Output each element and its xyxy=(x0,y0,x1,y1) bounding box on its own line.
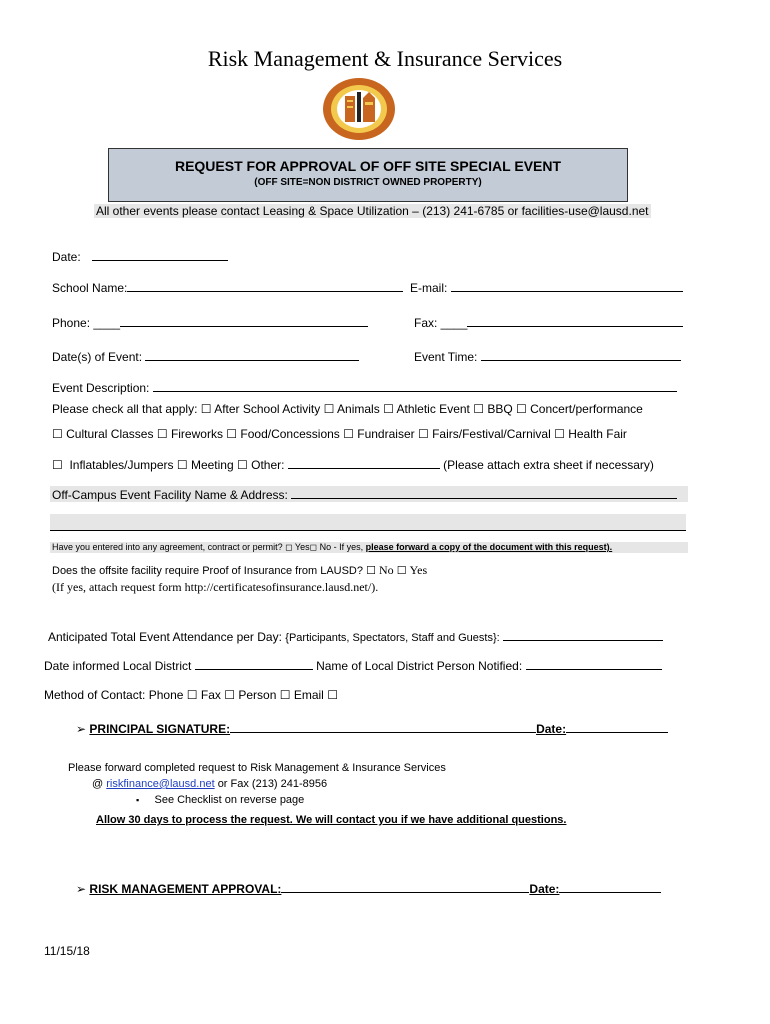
school-name-line xyxy=(127,279,403,292)
attendance-label: Anticipated Total Event Attendance per Day: xyxy=(48,630,282,644)
contact-method-label: Method of Contact: xyxy=(44,688,146,702)
processing-notice: Allow 30 days to process the request. We will contact you if we have additional questions. xyxy=(96,814,567,826)
insurance-text: Does the offsite facility require Proof of Insurance from LAUSD? xyxy=(52,565,363,577)
risk-management-label: RISK MANAGEMENT APPROVAL: xyxy=(89,882,282,896)
forward-instruction: Please forward completed request to Risk Management & Insurance Services xyxy=(68,762,446,774)
checkbox-contact-email[interactable]: ☐ xyxy=(327,688,338,702)
check-all-label: Please check all that apply: xyxy=(52,402,198,416)
option-meeting: Meeting xyxy=(190,458,234,472)
district-seal-logo xyxy=(321,76,397,142)
local-district-name-label: Name of Local District Person Notified: xyxy=(316,659,523,673)
form-subtitle: (OFF SITE=NON DISTRICT OWNED PROPERTY) xyxy=(254,177,482,188)
checklist-note xyxy=(136,794,304,806)
facility-label: Off-Campus Event Facility Name & Address: xyxy=(52,488,288,502)
checkbox-contact-person[interactable]: ☐ xyxy=(279,688,291,702)
local-district-date-line xyxy=(195,657,313,670)
agreement-text: Have you entered into any agreement, contract or permit? ◻ Yes◻ No - If yes, xyxy=(52,542,364,552)
school-name-field[interactable] xyxy=(52,279,403,295)
option-athletic: Athletic Event xyxy=(396,402,470,416)
checkbox-insurance-no[interactable]: ☐ xyxy=(366,565,376,577)
option-bbq: BBQ xyxy=(487,402,513,416)
date-field[interactable] xyxy=(52,248,228,264)
checkbox-insurance-yes[interactable]: ☐ xyxy=(396,565,407,577)
principal-signature-label: PRINCIPAL SIGNATURE: xyxy=(89,722,231,736)
email-field[interactable] xyxy=(410,279,683,295)
contact-phone-label: Phone xyxy=(148,688,184,702)
contact-method-row xyxy=(44,688,338,702)
page-title: Risk Management & Insurance Services xyxy=(207,46,563,71)
checklist-text: See Checklist on reverse page xyxy=(154,794,305,806)
attendance-field[interactable] xyxy=(48,628,663,644)
event-type-row-2 xyxy=(52,427,627,441)
insurance-question xyxy=(52,563,427,578)
checkbox-cultural[interactable]: ☐ xyxy=(52,427,63,441)
insurance-note: (If yes, attach request form http://certificatesofinsurance.lausd.net/). xyxy=(52,580,379,594)
event-time-label: Event Time: xyxy=(414,350,478,364)
option-fireworks: Fireworks xyxy=(170,427,223,441)
checkbox-inflatables[interactable]: ☐ xyxy=(52,458,63,472)
date-line xyxy=(92,248,228,261)
arrow-icon-2: ➢ xyxy=(76,882,87,896)
principal-date-line xyxy=(566,720,668,733)
insurance-no-label: No xyxy=(379,563,394,577)
risk-management-date-line xyxy=(559,880,661,893)
event-description-label: Event Description: xyxy=(52,381,150,395)
local-district-date-label: Date informed Local District xyxy=(44,659,192,673)
agreement-instruction: please forward a copy of the document with this request). xyxy=(365,542,613,552)
event-time-field[interactable] xyxy=(414,348,681,364)
insurance-yes-label: Yes xyxy=(409,563,428,577)
agreement-question xyxy=(50,542,688,553)
option-concert: Concert/performance xyxy=(530,402,643,416)
option-inflatables: Inflatables/Jumpers xyxy=(69,458,174,472)
forward-contact xyxy=(92,778,327,790)
arrow-icon: ➢ xyxy=(76,722,87,736)
forward-fax: or Fax (213) 241-8956 xyxy=(217,778,328,790)
event-dates-label: Date(s) of Event: xyxy=(52,350,143,364)
principal-signature-row[interactable] xyxy=(76,720,668,736)
principal-signature-line xyxy=(230,720,536,733)
option-fairs: Fairs/Festival/Carnival xyxy=(432,427,551,441)
school-name-label: School Name: xyxy=(52,281,128,295)
event-description-line xyxy=(153,379,677,392)
option-fundraiser: Fundraiser xyxy=(357,427,415,441)
event-dates-field[interactable] xyxy=(52,348,359,364)
checkbox-health-fair[interactable]: ☐ xyxy=(554,427,565,441)
phone-label: Phone: ____ xyxy=(52,316,121,330)
checkbox-food[interactable]: ☐ xyxy=(226,427,238,441)
contact-fax-label: Fax xyxy=(200,688,221,702)
option-cultural: Cultural Classes xyxy=(66,427,154,441)
checkbox-contact-fax[interactable]: ☐ xyxy=(224,688,236,702)
checkbox-concert[interactable]: ☐ xyxy=(516,402,527,416)
footer-date: 11/15/18 xyxy=(44,944,90,958)
risk-management-approval-row[interactable] xyxy=(76,880,661,896)
facility-line xyxy=(291,486,677,499)
attendance-line xyxy=(503,628,663,641)
fax-label: Fax: ____ xyxy=(414,316,468,330)
risk-management-date-label: Date: xyxy=(529,882,560,896)
local-district-name-line xyxy=(526,657,662,670)
extra-sheet-note: (Please attach extra sheet if necessary) xyxy=(443,458,654,472)
checkbox-animals[interactable]: ☐ xyxy=(323,402,335,416)
phone-line xyxy=(120,314,368,327)
facility-field[interactable] xyxy=(50,486,688,502)
phone-field[interactable] xyxy=(52,314,368,330)
at-symbol: @ xyxy=(92,778,104,790)
contact-person-label: Person xyxy=(238,688,277,702)
checkbox-after-school[interactable]: ☐ xyxy=(200,402,212,416)
checkbox-fundraiser[interactable]: ☐ xyxy=(343,427,354,441)
other-line[interactable] xyxy=(288,456,440,469)
risk-finance-email-link[interactable]: riskfinance@lausd.net xyxy=(106,778,215,790)
checkbox-athletic[interactable]: ☐ xyxy=(383,402,394,416)
event-time-line xyxy=(481,348,681,361)
local-district-row[interactable] xyxy=(44,657,662,673)
checkbox-other[interactable]: ☐ xyxy=(237,458,248,472)
option-animals: Animals xyxy=(337,402,380,416)
fax-line xyxy=(467,314,683,327)
event-type-row-1 xyxy=(52,402,643,416)
facility-line-2[interactable] xyxy=(50,514,686,531)
title-box xyxy=(108,148,628,202)
option-health-fair: Health Fair xyxy=(568,427,627,441)
attendance-detail: {Participants, Spectators, Staff and Guests}: xyxy=(285,632,500,644)
contact-email-label: Email xyxy=(293,688,324,702)
email-line xyxy=(451,279,683,292)
email-label: E-mail: xyxy=(410,281,448,295)
option-food: Food/Concessions xyxy=(240,427,340,441)
option-after-school: After School Activity xyxy=(214,402,321,416)
date-label: Date: xyxy=(52,250,81,264)
checkbox-fairs[interactable]: ☐ xyxy=(417,427,429,441)
fax-field[interactable] xyxy=(414,314,683,330)
risk-management-line xyxy=(281,880,529,893)
contact-note: All other events please contact Leasing & Space Utilization – (213) 241-6785 or facilities-use@lausd.net xyxy=(96,204,649,218)
event-description-field[interactable] xyxy=(52,379,677,395)
option-other: Other: xyxy=(251,458,285,472)
event-type-row-3 xyxy=(52,456,654,472)
event-dates-line xyxy=(145,348,359,361)
form-title: REQUEST FOR APPROVAL OF OFF SITE SPECIAL EVENT xyxy=(174,158,562,174)
bullet-icon: ▪ xyxy=(136,795,140,805)
checkbox-bbq[interactable]: ☐ xyxy=(473,402,484,416)
principal-date-label: Date: xyxy=(536,722,567,736)
checkbox-contact-phone[interactable]: ☐ xyxy=(186,688,198,702)
checkbox-meeting[interactable]: ☐ xyxy=(176,458,188,472)
checkbox-fireworks[interactable]: ☐ xyxy=(156,427,168,441)
